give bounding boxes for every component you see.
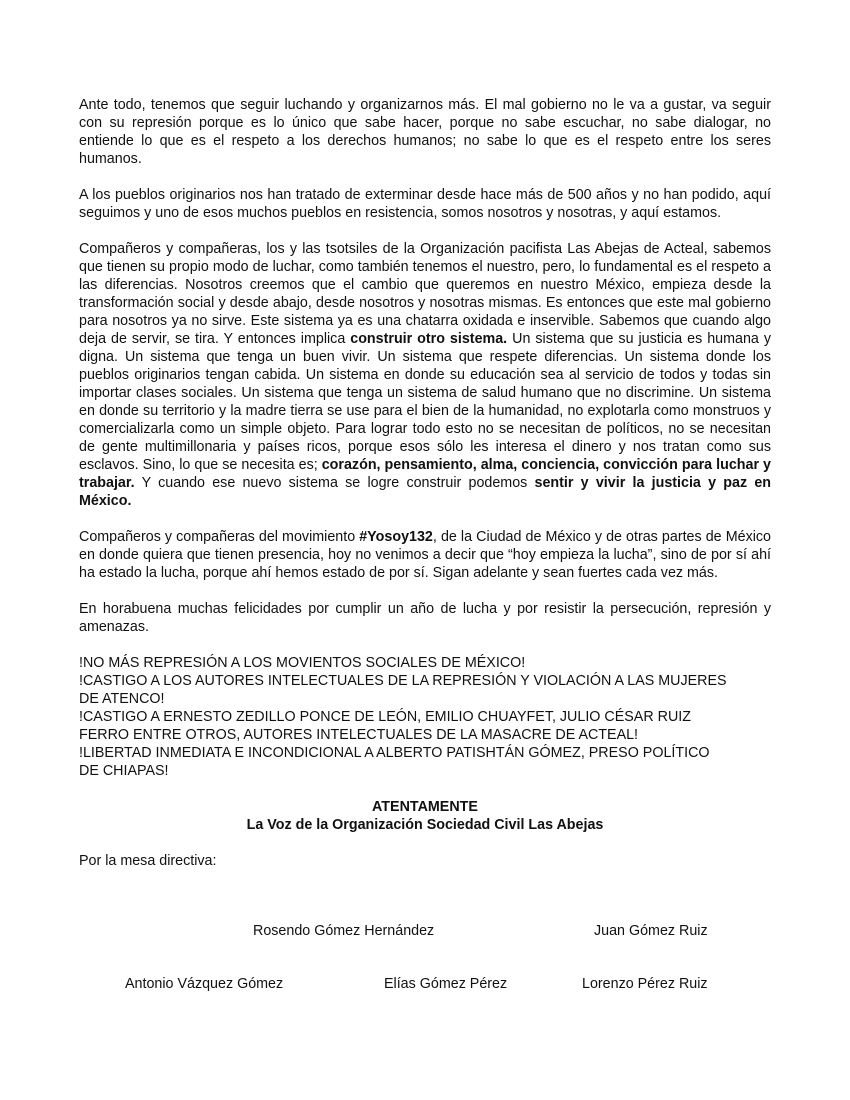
paragraph-3-text-2: Un sistema que su justicia es humana y digna. Un sistema que tenga un buen vivir. Un sistema que respete diferencias. Un sistema donde los pueblos originarios tengan cabida. Un sistema en donde su educación sea al servicio de todos y todas sin importar clases sociales. Un sistema que tenga un sistema de salud humano que no discrimine. Un sistema en donde su territorio y la madre tierra se use para el bien de la humanidad, no explotarla como monstruos y comercializarla como un simple objeto. Para lograr todo esto no se necesitan de políticos, no se necesitan de gente multimillonaria y países ricos, porque esos sólo les interesa el dinero y nos tratan como sus esclavos. Sino, lo que se necesita es; xyxy=(79,331,771,473)
signatory-name: Elías Gómez Pérez xyxy=(384,976,508,992)
paragraph-3-bold-1: construir otro sistema. xyxy=(350,331,508,347)
board-label: Por la mesa directiva: xyxy=(79,853,217,869)
demand-line: !CASTIGO A ERNESTO ZEDILLO PONCE DE LEÓN, EMILIO CHUAYFET, JULIO CÉSAR RUIZ xyxy=(79,709,691,725)
paragraph-3 xyxy=(79,240,771,510)
paragraph-4 xyxy=(79,528,771,582)
salutation: ATENTAMENTE xyxy=(372,799,478,815)
paragraph-5: En horabuena muchas felicidades por cumplir un año de lucha y por resistir la persecución, represión y amenazas. xyxy=(79,601,771,635)
demand-line: DE CHIAPAS! xyxy=(79,763,169,779)
paragraph-4-text-2: , de la Ciudad de México y de otras partes de México en donde quiera que tienen presencia, hoy no venimos a decir que “hoy empieza la lucha”, sino de por sí ahí ha estado la lucha, porque ahí hemos estado de por sí. Sigan adelante y sean fuertes cada vez más. xyxy=(79,529,771,581)
paragraph-3-text-3: Y cuando ese nuevo sistema se logre construir podemos xyxy=(134,475,535,491)
signatory-name: Juan Gómez Ruiz xyxy=(594,923,708,939)
demand-line: FERRO ENTRE OTROS, AUTORES INTELECTUALES DE LA MASACRE DE ACTEAL! xyxy=(79,727,639,743)
document-body xyxy=(79,96,771,870)
demand-line: DE ATENCO! xyxy=(79,691,165,707)
demand-line: !CASTIGO A LOS AUTORES INTELECTUALES DE LA REPRESIÓN Y VIOLACIÓN A LAS MUJERES xyxy=(79,673,727,689)
paragraph-2: A los pueblos originarios nos han tratado de exterminar desde hace más de 500 años y no han podido, aquí seguimos y uno de esos muchos pueblos en resistencia, somos nosotros y nosotras, y aquí estamos. xyxy=(79,187,771,221)
demand-line: !NO MÁS REPRESIÓN A LOS MOVIENTOS SOCIALES DE MÉXICO! xyxy=(79,655,526,671)
paragraph-4-text-1: Compañeros y compañeras del movimiento xyxy=(79,529,360,545)
paragraph-3-bold-3: sentir y vivir la justicia y paz en México. xyxy=(79,475,771,509)
signatory-name: Rosendo Gómez Hernández xyxy=(253,923,435,939)
paragraph-1: Ante todo, tenemos que seguir luchando y organizarnos más. El mal gobierno no le va a gustar, va seguir con su represión porque es lo único que sabe hacer, porque no sabe escuchar, no sabe dialogar, no entiende lo que es el respeto a los derechos humanos; no sabe lo que es el respeto entre los seres humanos. xyxy=(79,97,771,167)
closing-block xyxy=(79,798,771,834)
demand-line: !LIBERTAD INMEDIATA E INCONDICIONAL A ALBERTO PATISHTÁN GÓMEZ, PRESO POLÍTICO xyxy=(79,745,710,761)
organization-name: La Voz de la Organización Sociedad Civil Las Abejas xyxy=(246,817,604,833)
demands-list xyxy=(79,654,771,780)
hashtag-yosoy132: #Yosoy132 xyxy=(359,529,433,545)
paragraph-3-bold-2: corazón, pensamiento, alma, conciencia, convicción para luchar y trabajar. xyxy=(79,457,771,491)
signatory-name: Lorenzo Pérez Ruiz xyxy=(582,976,708,992)
signatory-name: Antonio Vázquez Gómez xyxy=(125,976,284,992)
paragraph-3-text-1: Compañeros y compañeras, los y las tsotsiles de la Organización pacifista Las Abejas de Acteal, sabemos que tienen su propio modo de luchar, como también tenemos el nuestro, pero, lo fundamental es el respeto a las diferencias. Nosotros creemos que el cambio que queremos en nuestro México, empieza desde la transformación social y desde abajo, desde nosotros y nosotras mismas. Es entonces que este mal gobierno para nosotros ya no sirve. Este sistema ya es una chatarra oxidada e inservible. Sabemos que cuando algo deja de servir, se tira. Y entonces implica xyxy=(79,241,771,347)
